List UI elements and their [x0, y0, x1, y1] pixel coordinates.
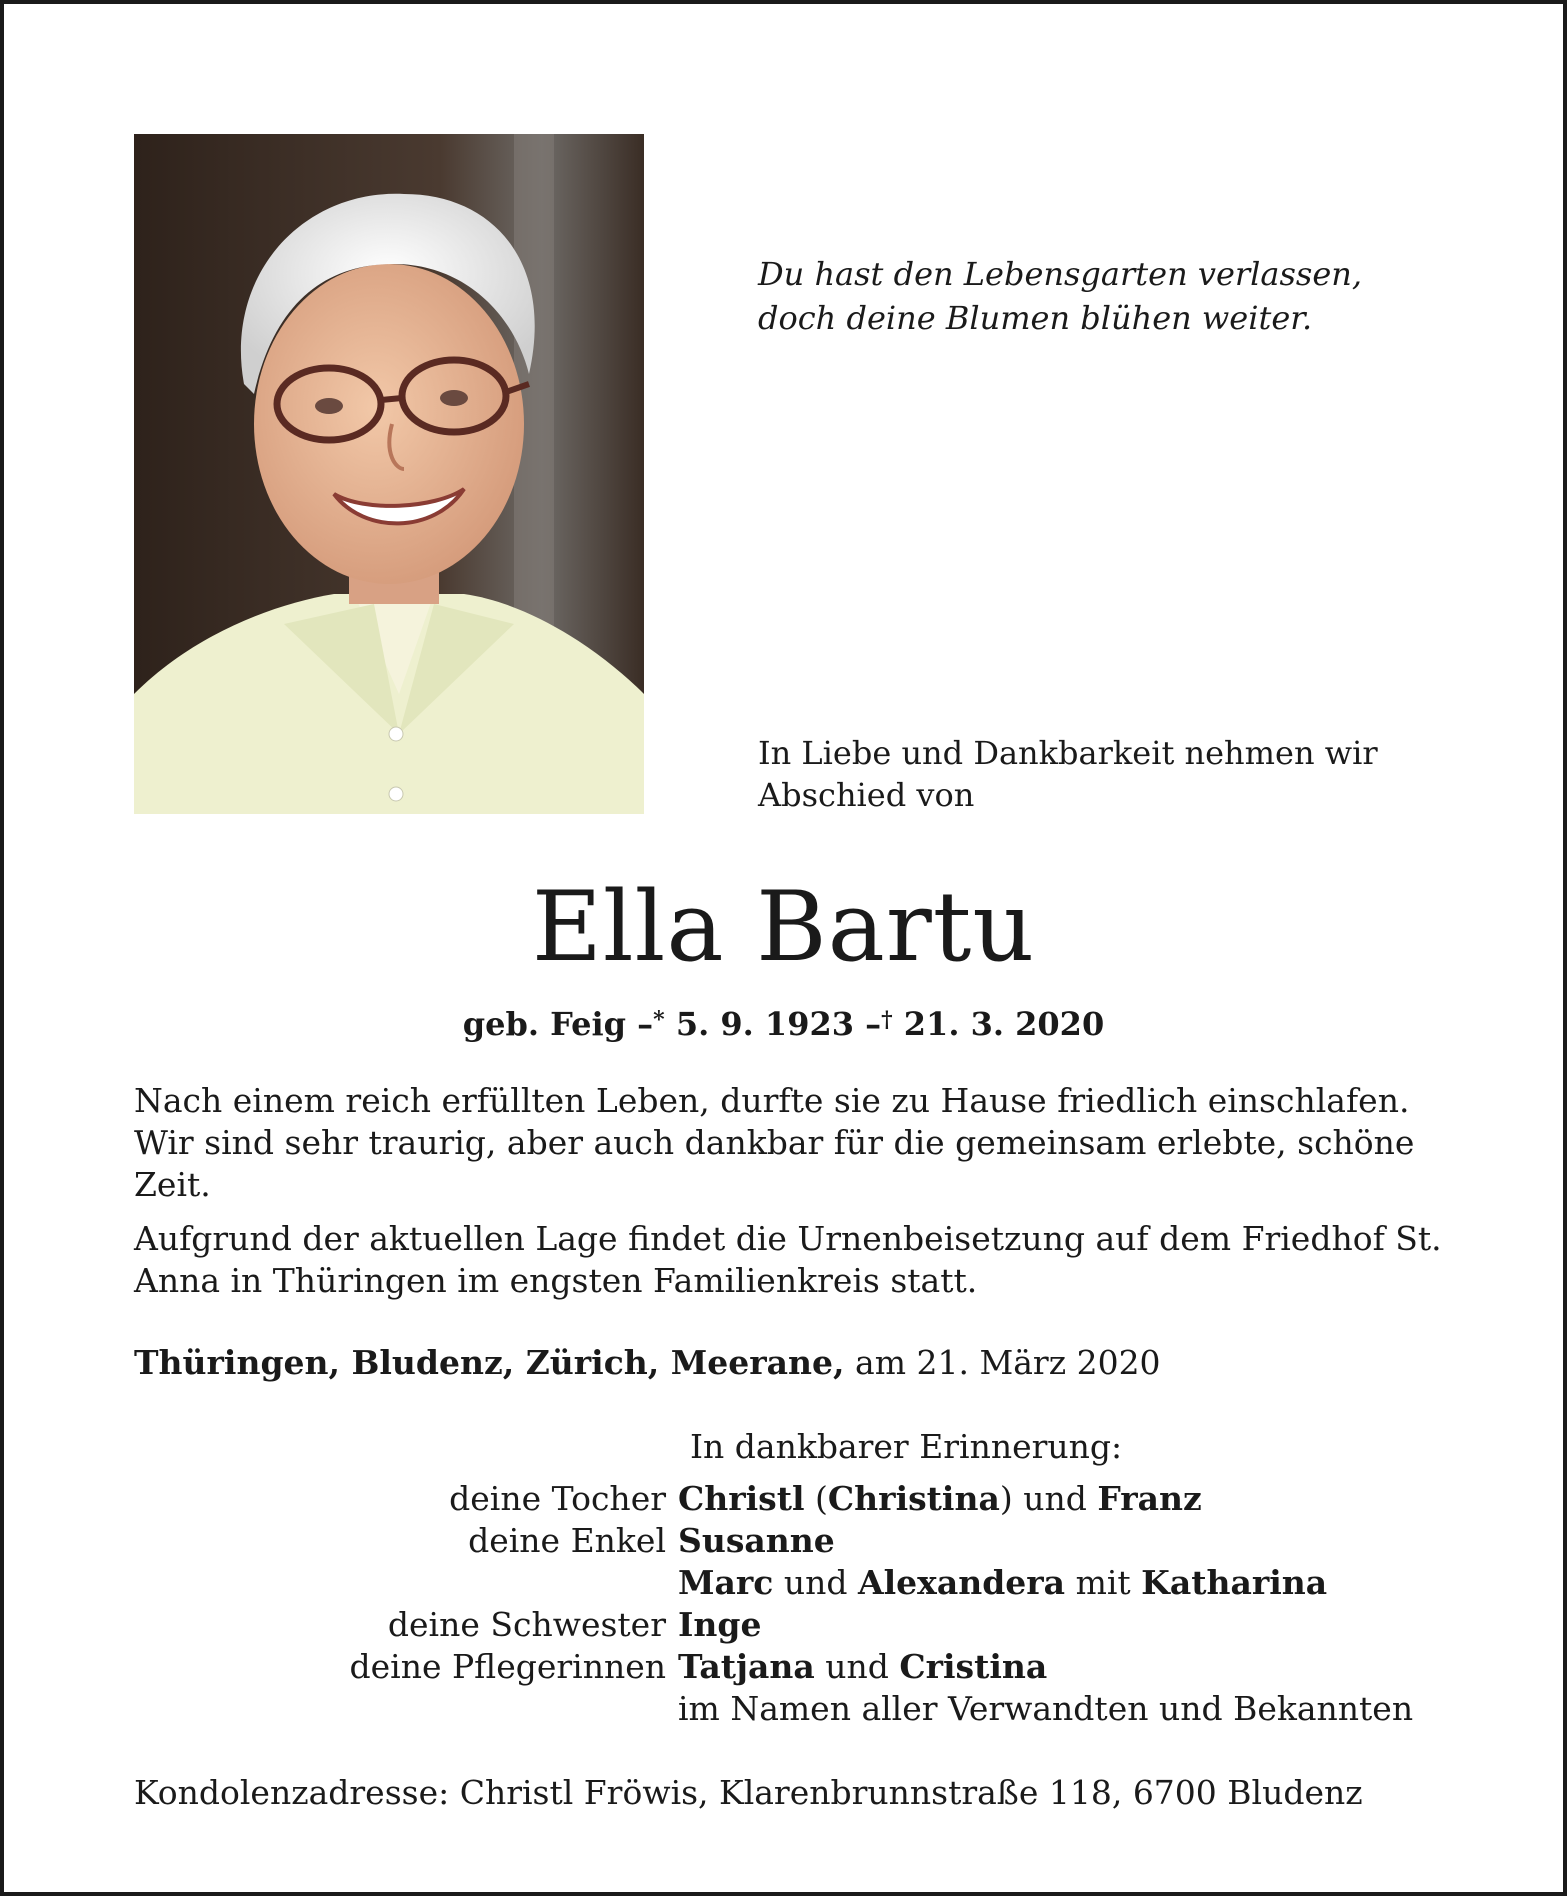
birth-name: geb. Feig: [462, 1005, 627, 1043]
relative-row-carers: [134, 1646, 1464, 1688]
conjunction: und: [783, 1563, 848, 1602]
relative-role: deine Schwester: [387, 1605, 666, 1644]
relative-name: Christina: [827, 1479, 1000, 1518]
farewell-intro: [758, 732, 1378, 816]
announcement-date: am 21. März 2020: [855, 1343, 1161, 1382]
conjunction: mit: [1075, 1563, 1131, 1602]
birth-date: 5. 9. 1923: [675, 1005, 854, 1043]
relative-role-empty: [134, 1688, 678, 1730]
relative-role-empty: [134, 1562, 678, 1604]
relative-name: Katharina: [1141, 1563, 1328, 1602]
relative-name: Marc: [678, 1563, 774, 1602]
relative-names: [678, 1562, 1464, 1604]
quote-line-2: doch deine Blumen blühen weiter.: [758, 299, 1313, 337]
locations: Thüringen, Bludenz, Zürich, Meerane,: [134, 1343, 845, 1382]
birth-star-icon: *: [653, 1007, 665, 1033]
relative-names: [678, 1646, 1464, 1688]
relative-role: deine Pflegerinnen: [349, 1647, 666, 1686]
portrait-illustration: [134, 134, 644, 814]
places-and-date: [134, 1342, 1161, 1384]
death-cross-icon: †: [881, 1007, 893, 1033]
separator: –: [865, 1005, 882, 1043]
body-paragraph-2: Aufgrund der aktuellen Lage findet die Urnenbeisetzung auf dem Friedhof St. Anna in Thüringen im engsten Familienkreis statt.: [134, 1219, 1442, 1300]
closing-line: im Namen aller Verwandten und Bekannten: [678, 1689, 1414, 1728]
relative-names: [678, 1604, 1464, 1646]
relative-row-daughter: [134, 1478, 1464, 1520]
intro-line-2: Abschied von: [758, 776, 975, 814]
relative-name: Tatjana: [678, 1647, 815, 1686]
relative-names: [678, 1478, 1464, 1520]
relative-name: Franz: [1097, 1479, 1202, 1518]
relative-name: Christl: [678, 1479, 805, 1518]
intro-line-1: In Liebe und Dankbarkeit nehmen wir: [758, 734, 1378, 772]
relative-name: Alexandera: [858, 1563, 1066, 1602]
relative-names: [678, 1520, 1464, 1562]
relative-row-grandchildren: [134, 1520, 1464, 1562]
relatives-list: [134, 1478, 1464, 1730]
memory-header: In dankbarer Erinnerung:: [690, 1427, 1123, 1466]
paren-close: ): [999, 1479, 1013, 1518]
condolence-address: Kondolenzadresse: Christl Fröwis, Klarenbrunnstraße 118, 6700 Bludenz: [134, 1773, 1363, 1812]
memorial-quote: [758, 252, 1362, 340]
relative-row-sister: [134, 1604, 1464, 1646]
relative-role: deine Enkel: [468, 1521, 666, 1560]
paren-open: (: [815, 1479, 828, 1518]
body-paragraph-1: Nach einem reich erfüllten Leben, durfte sie zu Hause friedlich einschlafen. Wir sind sehr traurig, aber auch dankbar für die gemeinsam erlebte, schöne Zeit.: [134, 1081, 1415, 1204]
conjunction: und: [1023, 1479, 1087, 1518]
conjunction: und: [825, 1647, 889, 1686]
relative-row-grandchildren-2: [134, 1562, 1464, 1604]
death-date: 21. 3. 2020: [903, 1005, 1105, 1043]
separator: –: [637, 1005, 654, 1043]
relative-name: Inge: [678, 1605, 762, 1644]
deceased-name: Ella Bartu: [531, 871, 1036, 983]
relative-role: deine Tocher: [449, 1479, 666, 1518]
quote-line-1: Du hast den Lebensgarten verlassen,: [758, 255, 1363, 293]
relative-name: Cristina: [899, 1647, 1048, 1686]
portrait-photo: [134, 134, 644, 814]
relative-row-closing: [134, 1688, 1464, 1730]
relative-name: Susanne: [678, 1521, 835, 1560]
obituary-body: [134, 1080, 1444, 1314]
life-dates: [4, 1000, 1563, 1044]
